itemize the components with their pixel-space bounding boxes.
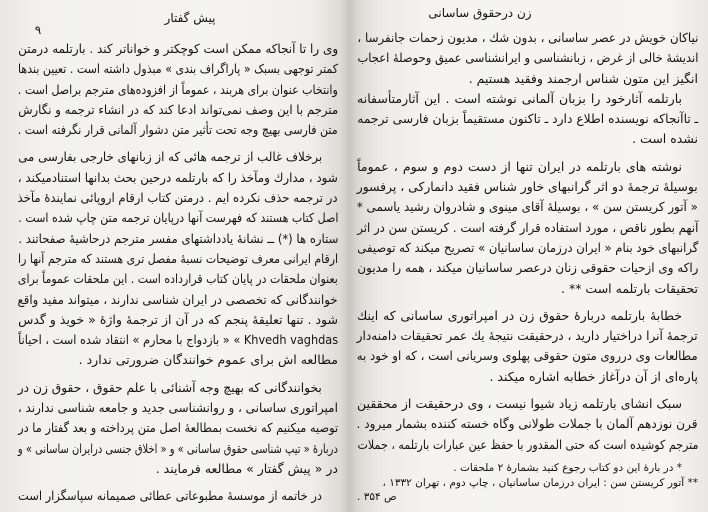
- text-line: [357, 48, 698, 68]
- line-text: پاره‌ای از آن درآغاز خطابه اشاره میکند .: [489, 368, 698, 384]
- line-text: در ترجمه حذف نکرده ایم . درمتن کتاب ارقام اروپائی نمایندهٔ مآخذ: [17, 190, 338, 206]
- line-text: شود . تنها تعلیقهٔ پنجم که در آن از ترجمهٔ واژهٔ « خویذ و گدس: [18, 311, 338, 327]
- text-line: [18, 350, 338, 370]
- footnote: [357, 476, 698, 491]
- right-page: [350, 0, 708, 512]
- left-page-body: [18, 39, 338, 507]
- running-head: پیش گفتار: [164, 11, 216, 25]
- line-text: وانتخاب عنوان برای هربند ، عموماً از افزوده‌های مترجم براصل است .: [18, 81, 338, 97]
- line-text: راکه وی ازحیات حقوقی زنان درعصر ساسانیان میکند ، همه را مدیون: [356, 260, 698, 276]
- line-text: « آتور کریستن سن » ، بوسیلهٔ آقای مینوی و شادروان رشید یاسمی *: [356, 199, 698, 215]
- line-text: مطالعه اش برای عموم خوانندگان ضرورتی ندارد .: [78, 352, 338, 368]
- text-line: [18, 486, 338, 506]
- text-line: [18, 439, 338, 459]
- line-text: متن فارسی بهیچ وجه تحت تأثیر متن دشوار آلمانی قرار نگرفته است .: [18, 122, 338, 138]
- text-line: [18, 459, 338, 479]
- text-line: [357, 435, 698, 455]
- line-text: بوسیلهٔ ترجمهٔ دو اثر گرانبهای خاور شناس فقید دانمارکی ، پرفسور: [357, 179, 698, 195]
- text-line: [357, 218, 698, 238]
- line-text: مترجم کوشیده است که حتی المقدور با حفظ عین عبارات بارتلمه ، جملات: [357, 436, 698, 452]
- page-number: ۹: [34, 23, 42, 37]
- line-text: کمتر توجهی بسبک « پاراگراف بندی » مبذول داشته است . تعیین بندها: [18, 61, 338, 77]
- line-text: سبک انشای بارتلمه زیاد شیوا نیست ، وی درحقیقت از محققین: [357, 396, 682, 412]
- text-line: [18, 80, 338, 100]
- text-line: [357, 177, 698, 197]
- line-text: نوشته های بارتلمه در ایران تنها از دست دوم و سوم ، عموماً: [357, 158, 682, 174]
- footnote-text: ص ۳۵۴ .: [357, 491, 397, 503]
- text-line: [357, 197, 698, 217]
- text-line: [357, 346, 698, 366]
- text-line: [357, 129, 698, 149]
- text-line: [357, 69, 698, 89]
- text-line: [357, 238, 698, 258]
- line-text: دربارهٔ « تیپ شناسی حقوق ساسانی » و « اخلاق جنسی درایران ساسانی » و: [18, 440, 338, 456]
- text-line: [357, 28, 698, 48]
- footnote-text: ** آتور کریستن سن : ایران درزمان ساسانیان ، چاپ دوم ، تهران ۱۳۳۲ ،: [382, 476, 698, 489]
- text-line: [357, 279, 698, 299]
- text-line: [18, 310, 338, 330]
- text-line: [18, 39, 338, 59]
- text-line: [18, 269, 338, 289]
- line-text: بخوانندگانی که بهیچ وجه آشنائی با علم حقوق ، حقوق زن در: [17, 379, 322, 395]
- footnote: [357, 490, 698, 505]
- line-text: ـ تاآنجاکه نویسنده اطلاع دارد ـ تاکنون مستقیماً بزبان فارسی ترجمه: [357, 111, 698, 127]
- line-text: مطالعات وی درروی متون حقوقی پهلوی وسریانی است ، که او خود به: [356, 348, 698, 364]
- line-text: در « پیش گفتار » مطالعه فرمایند .: [155, 460, 338, 476]
- right-page-body: [357, 28, 698, 455]
- line-text: در خاتمه از موسسهٔ مطبوعاتی عطائی صمیمانه سپاسگزار است: [18, 488, 322, 504]
- line-text: Khvedh vaghdas » « بازدواج با محارم » انتقاد شده است ، احیاناً: [18, 332, 338, 348]
- line-text: مترجم با این وصف نمی‌تواند ادعا کند که در انشاء ترجمه و نگارش: [17, 101, 338, 117]
- text-line: [18, 330, 338, 350]
- line-text: اصل کتاب هستند که فهرست آنها درپایان ترجمه متن چاپ شده است .: [17, 210, 338, 226]
- line-text: نشده است .: [632, 131, 698, 147]
- text-line: [18, 147, 338, 167]
- line-text: بعنوان ملحقات در پایان کتاب قرارداده است . این ملحقات عموماً برای: [17, 271, 338, 287]
- text-line: [18, 398, 338, 418]
- line-text: انگیز این متون شناس ارجمند وفقید هستیم .: [468, 70, 698, 86]
- text-line: [18, 120, 338, 140]
- text-line: [357, 326, 698, 346]
- line-text: تحقیقات بارتلمه است ** .: [561, 280, 698, 296]
- text-line: [18, 208, 338, 228]
- text-line: [18, 290, 338, 310]
- text-line: [357, 258, 698, 278]
- line-text: توصیه میکنیم که نخست بمطالعهٔ اصل متن پرداخته و بعد گفتار ما در: [18, 420, 338, 436]
- line-text: آنهم بطور ناقص ، مورد استفاده قرار گرفته است . کریستن سن در اثر: [356, 219, 698, 235]
- footnote-text: * در بارهٔ این دو کتاب رجوع کنید بشمارهٔ ۲ ملحقات .: [453, 462, 682, 474]
- text-line: [357, 89, 698, 109]
- line-text: خوانندگانی که تخصصی در ایران شناسی ندارند ، میتواند مفید واقع: [18, 291, 338, 307]
- text-line: [357, 367, 698, 387]
- text-line: [357, 157, 698, 177]
- text-line: [357, 414, 698, 434]
- line-text: ترجمهٔ آنرا دراختیار دارید ، درحقیقت نتیجهٔ یك عمر تحقیقات دامنه‌دار: [357, 328, 698, 344]
- text-line: [357, 394, 698, 414]
- line-text: بارتلمه آثارخود را بزبان آلمانی نوشته است . این آثارمتأسفانه: [357, 90, 682, 106]
- text-line: [18, 249, 338, 269]
- running-head: زن درحقوق ساسانی: [428, 6, 532, 20]
- text-line: [18, 188, 338, 208]
- line-text: گرانبهای خود بنام « ایران درزمان ساسانیان » تصریح میکند که توصیفی: [357, 239, 698, 255]
- line-text: نیاکان خویش در عصر ساسانی ، بدون شك ، مدیون زحمات جانفرسا ،: [357, 30, 698, 45]
- line-text: ستاره ها (*) ــ نشانهٔ یادداشتهای مفسر مترجم درحاشیهٔ صفحاتند .: [17, 230, 338, 246]
- text-line: [18, 378, 338, 398]
- footnotes: [357, 461, 698, 505]
- line-text: خطابهٔ بارتلمه دربارهٔ حقوق زن در امپراتوری ساسانی که اینك: [356, 307, 682, 323]
- line-text: امپراتوری ساسانی ، و روانشناسی جدید و جامعه شناسی ندارند ،: [18, 400, 338, 416]
- line-text: ارقام ایرانی معرف توضیحات نسبهٔ مفصل تری هستند که مترجم آنها را: [17, 250, 338, 266]
- text-line: [18, 100, 338, 120]
- text-line: [18, 229, 338, 249]
- line-text: قرن نوزدهم آلمان با جملات طولانی وگاه خسته کننده بشمار میرود .: [356, 416, 698, 432]
- text-line: [357, 306, 698, 326]
- line-text: وی را تا آنجاکه ممکن است کوچکتر و خواناتر کند . بارتلمه درمتن: [18, 41, 338, 56]
- line-text: اندیشهٔ خالی از غرض ، زبانشناسی و ایرانشناسی عمیق وحوصلهٔ اعجاب: [356, 50, 698, 66]
- text-line: [18, 59, 338, 79]
- line-text: برخلاف غالب از ترجمه هائی که از زبانهای خارجی بفارسی می: [17, 149, 322, 165]
- text-line: [18, 418, 338, 438]
- line-text: شود ، مدارك ومآخذ را که بارتلمه درحین بحث بدانها استنادمیکند ،: [17, 169, 338, 185]
- text-line: [18, 168, 338, 188]
- footnote: [357, 461, 698, 476]
- left-page: [0, 0, 350, 512]
- text-line: [357, 109, 698, 129]
